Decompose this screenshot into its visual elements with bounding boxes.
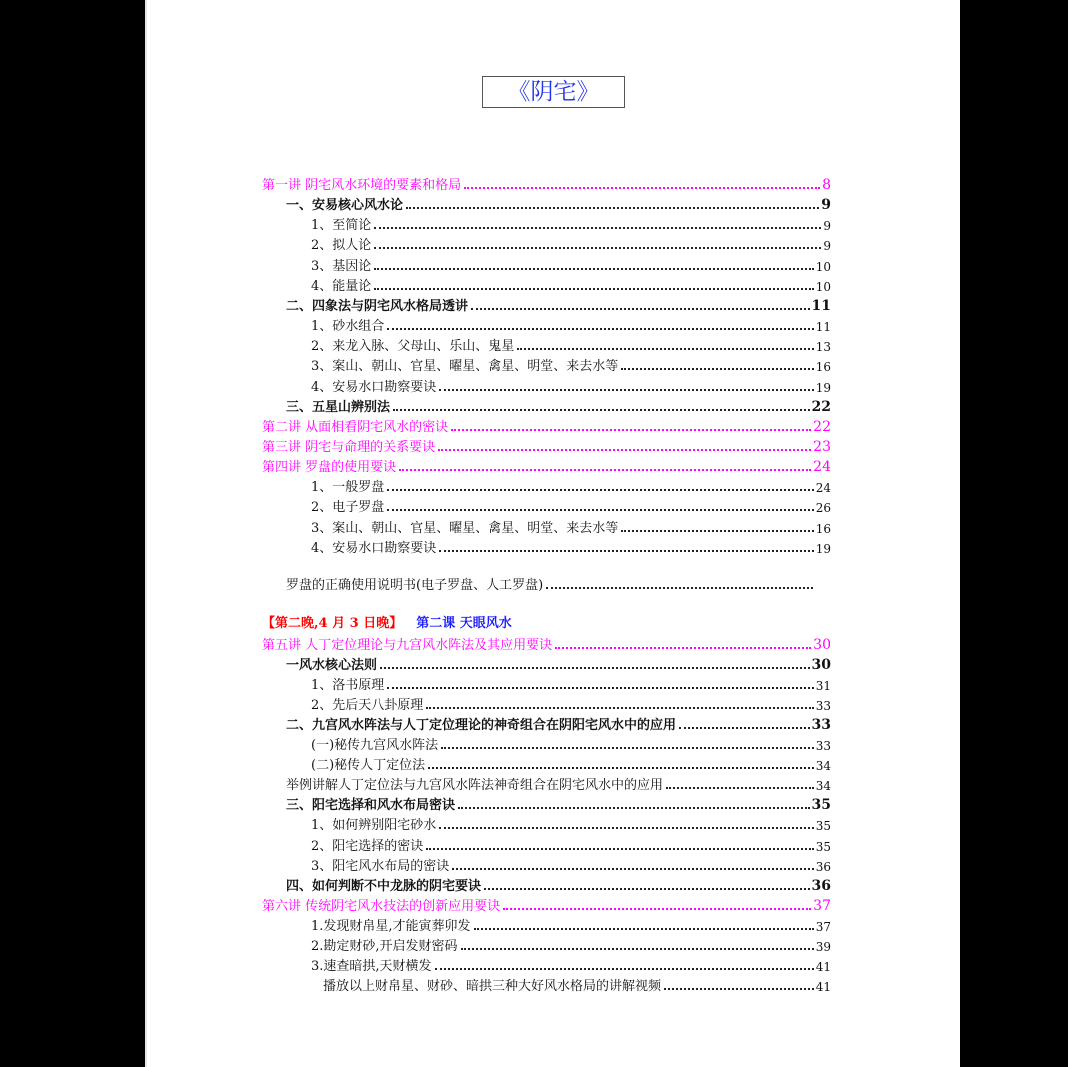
toc-entry-page-number: 35 xyxy=(815,839,831,854)
toc-entry-page-number: 19 xyxy=(815,380,831,395)
toc-entry-title: 第四讲 罗盘的使用要诀 xyxy=(262,460,397,476)
toc-entry-page-number: 33 xyxy=(811,717,831,734)
toc-entry-page-number: 24 xyxy=(813,459,831,476)
toc-entry-sub[interactable] xyxy=(311,334,831,354)
dot-leader xyxy=(555,647,811,649)
dot-leader xyxy=(546,587,813,589)
toc-entry-page-number: 37 xyxy=(813,897,831,914)
toc-entry-page-number: 16 xyxy=(815,521,831,536)
toc-entry-title: 2、先后天八卦原理 xyxy=(311,698,424,714)
document-title: 《阴宅》 xyxy=(482,76,625,108)
toc-entry-section[interactable] xyxy=(286,713,831,733)
toc-entry-sub[interactable] xyxy=(311,354,831,374)
toc-entry-section[interactable] xyxy=(286,294,831,314)
dot-leader xyxy=(461,948,814,950)
dot-leader xyxy=(374,288,813,290)
dot-leader xyxy=(426,848,813,850)
toc-entry-title: 四、如何判断不中龙脉的阴宅要诀 xyxy=(286,878,482,894)
toc-entry-title: 2、拟人论 xyxy=(311,238,372,254)
toc-entry-title: 4、能量论 xyxy=(311,278,372,294)
toc-entry-page-number: 8 xyxy=(822,177,831,193)
toc-entry-page-number: 35 xyxy=(815,819,831,834)
toc-entry-title: 1、至简论 xyxy=(311,218,372,234)
dot-leader xyxy=(474,928,814,930)
toc-entry-sub[interactable] xyxy=(311,813,831,833)
toc-entry-sub[interactable] xyxy=(311,536,831,556)
toc-entry-page-number: 10 xyxy=(815,259,831,274)
toc-entry-page-number: 11 xyxy=(815,320,831,335)
dot-leader xyxy=(387,328,813,330)
toc-entry-title: 3、案山、朝山、官星、曜星、禽星、明堂、来去水等 xyxy=(311,520,619,536)
dot-leader xyxy=(387,687,813,689)
toc-entry-chapter[interactable] xyxy=(262,633,831,653)
dot-leader xyxy=(679,727,810,729)
toc-entry-title: 4、安易水口勘察要诀 xyxy=(311,379,437,395)
toc-entry-title: 1、砂水组合 xyxy=(311,319,385,335)
toc-entry-chapter[interactable] xyxy=(262,455,831,475)
toc-entry-title: 1.发现财帛星,才能寅葬卯发 xyxy=(311,918,471,934)
toc-entry-page-number: 34 xyxy=(815,779,831,794)
dot-leader xyxy=(441,747,814,749)
toc-entry-page-number: 24 xyxy=(815,481,831,496)
dot-leader xyxy=(380,667,810,669)
toc-entry-sub[interactable] xyxy=(323,974,831,994)
dot-leader xyxy=(387,489,813,491)
session-heading xyxy=(262,612,512,631)
dot-leader xyxy=(664,988,814,990)
dot-leader xyxy=(374,268,813,270)
toc-entry-page-number: 37 xyxy=(815,919,831,934)
dot-leader xyxy=(439,827,813,829)
toc-entry-page-number: 22 xyxy=(813,418,831,435)
dot-leader xyxy=(452,868,813,870)
dot-leader xyxy=(451,429,811,431)
toc-entry-sub[interactable] xyxy=(311,233,831,253)
dot-leader xyxy=(439,550,813,552)
toc-entry-page-number: 9 xyxy=(823,239,831,254)
toc-entry-title: 播放以上财帛星、财砂、暗拱三种大好风水格局的讲解视频 xyxy=(323,978,662,994)
toc-entry-title: 三、阳宅选择和风水布局密诀 xyxy=(286,798,456,814)
toc-entry-sub[interactable] xyxy=(286,773,831,793)
toc-entry-title: 3、案山、朝山、官星、曜星、禽星、明堂、来去水等 xyxy=(311,359,619,375)
toc-entry-page-number: 31 xyxy=(815,679,831,694)
toc-entry-sub[interactable] xyxy=(311,274,831,294)
toc-entry-title: 3、基因论 xyxy=(311,258,372,274)
dot-leader xyxy=(387,509,813,511)
toc-entry-page-number: 10 xyxy=(815,279,831,294)
toc-entry-page-number: 41 xyxy=(815,979,831,994)
toc-entry-title: 第五讲 人丁定位理论与九宫风水阵法及其应用要诀 xyxy=(262,638,553,653)
dot-leader xyxy=(428,767,814,769)
toc-entry-page-number: 35 xyxy=(811,797,831,814)
dot-leader xyxy=(399,469,811,471)
toc-entry-section[interactable] xyxy=(286,653,831,673)
toc-entry-sub[interactable] xyxy=(311,213,831,233)
dot-leader xyxy=(406,207,819,209)
session-tag: 【第二晚,4 月 3 日晚】 xyxy=(262,616,403,631)
toc-entry-title: 二、四象法与阴宅风水格局透讲 xyxy=(286,298,469,314)
document-page xyxy=(145,0,960,1067)
dot-leader xyxy=(439,389,813,391)
toc-entry-title: (一)秘传九宫风水阵法 xyxy=(311,738,439,754)
toc-entry-title: 3.速查暗拱,天财横发 xyxy=(311,958,432,974)
toc-entry-page-number: 13 xyxy=(815,340,831,355)
dot-leader xyxy=(621,530,813,532)
toc-entry-page-number: 36 xyxy=(815,859,831,874)
toc-entry-title: (二)秘传人丁定位法 xyxy=(311,758,426,774)
toc-entry-title: 第一讲 阴宅风水环境的要素和格局 xyxy=(262,178,462,193)
session-course: 第二课 天眼风水 xyxy=(416,616,512,631)
dot-leader xyxy=(503,908,811,910)
toc-entry-page-number: 22 xyxy=(811,398,831,415)
toc-entry-title: 第六讲 传统阴宅风水技法的创新应用要诀 xyxy=(262,898,501,914)
toc-entry-section[interactable] xyxy=(286,793,831,813)
dot-leader xyxy=(426,707,813,709)
dot-leader xyxy=(458,807,810,809)
dot-leader xyxy=(666,787,814,789)
toc-entry-sub[interactable] xyxy=(311,934,831,954)
toc-entry-chapter[interactable] xyxy=(262,435,831,455)
toc-entry-sub[interactable] xyxy=(311,375,831,395)
toc-entry-sub[interactable] xyxy=(311,733,831,753)
toc-entry-page-number: 9 xyxy=(823,219,831,234)
dot-leader xyxy=(621,368,813,370)
dot-leader xyxy=(435,968,814,970)
toc-entry-title: 2.勘定财砂,开启发财密码 xyxy=(311,938,458,954)
toc-entry-title: 第三讲 阴宅与命理的关系要诀 xyxy=(262,439,436,455)
toc-entry-note[interactable] xyxy=(286,573,815,593)
toc-entry-page-number: 9 xyxy=(821,197,831,214)
toc-entry-page-number: 30 xyxy=(811,657,831,674)
toc-entry-title: 罗盘的正确使用说明书(电子罗盘、人工罗盘) xyxy=(286,578,544,593)
toc-entry-title: 2、来龙入脉、父母山、乐山、鬼星 xyxy=(311,339,515,355)
toc-entry-title: 1、洛书原理 xyxy=(311,678,385,694)
toc-entry-sub[interactable] xyxy=(311,834,831,854)
toc-entry-sub[interactable] xyxy=(311,954,831,974)
toc-entry-page-number: 26 xyxy=(815,501,831,516)
toc-entry-sub[interactable] xyxy=(311,854,831,874)
toc-entry-page-number: 19 xyxy=(815,541,831,556)
dot-leader xyxy=(374,247,821,249)
toc-entry-title: 1、如何辨别阳宅砂水 xyxy=(311,818,437,834)
toc-entry-chapter[interactable] xyxy=(262,173,831,193)
toc-entry-sub[interactable] xyxy=(311,475,831,495)
toc-entry-sub[interactable] xyxy=(311,516,831,536)
toc-entry-page-number: 41 xyxy=(815,959,831,974)
toc-entry-title: 一风水核心法则 xyxy=(286,658,378,674)
toc-entry-sub[interactable] xyxy=(311,314,831,334)
toc-entry-sub[interactable] xyxy=(311,693,831,713)
toc-entry-section[interactable] xyxy=(286,874,831,894)
toc-entry-page-number: 34 xyxy=(815,759,831,774)
toc-entry-title: 3、阳宅风水布局的密诀 xyxy=(311,858,450,874)
dot-leader xyxy=(484,888,810,890)
toc-entry-section[interactable] xyxy=(286,395,831,415)
toc-entry-title: 2、阳宅选择的密诀 xyxy=(311,838,424,854)
toc-entry-title: 4、安易水口勘察要诀 xyxy=(311,540,437,556)
toc-entry-chapter[interactable] xyxy=(262,415,831,435)
toc-entry-sub[interactable] xyxy=(311,673,831,693)
toc-entry-sub[interactable] xyxy=(311,753,831,773)
toc-entry-title: 二、九宫风水阵法与人丁定位理论的神奇组合在阴阳宅风水中的应用 xyxy=(286,718,677,734)
toc-entry-sub[interactable] xyxy=(311,914,831,934)
dot-leader xyxy=(517,348,813,350)
toc-entry-page-number: 33 xyxy=(815,699,831,714)
toc-entry-sub[interactable] xyxy=(311,254,831,274)
toc-entry-page-number: 33 xyxy=(815,739,831,754)
toc-entry-page-number: 11 xyxy=(811,297,831,314)
toc-entry-chapter[interactable] xyxy=(262,894,831,914)
toc-entry-title: 第二讲 从面相看阴宅风水的密诀 xyxy=(262,419,449,435)
toc-entry-section[interactable] xyxy=(286,193,831,213)
toc-entry-page-number: 16 xyxy=(815,360,831,375)
toc-entry-title: 举例讲解人丁定位法与九宫风水阵法神奇组合在阴宅风水中的应用 xyxy=(286,778,664,794)
toc-entry-page-number: 39 xyxy=(815,939,831,954)
toc-entry-page-number: 23 xyxy=(813,438,831,455)
dot-leader xyxy=(374,227,821,229)
dot-leader xyxy=(464,187,820,189)
toc-entry-sub[interactable] xyxy=(311,495,831,515)
toc-entry-title: 1、一般罗盘 xyxy=(311,480,385,496)
toc-entry-title: 三、五星山辨别法 xyxy=(286,399,391,415)
toc-entry-page-number: 30 xyxy=(813,637,831,653)
dot-leader xyxy=(438,449,811,451)
toc-entry-title: 2、电子罗盘 xyxy=(311,500,385,516)
toc-entry-page-number: 36 xyxy=(811,877,831,894)
dot-leader xyxy=(471,308,810,310)
dot-leader xyxy=(393,409,810,411)
toc-entry-title: 一、安易核心风水论 xyxy=(286,198,404,214)
